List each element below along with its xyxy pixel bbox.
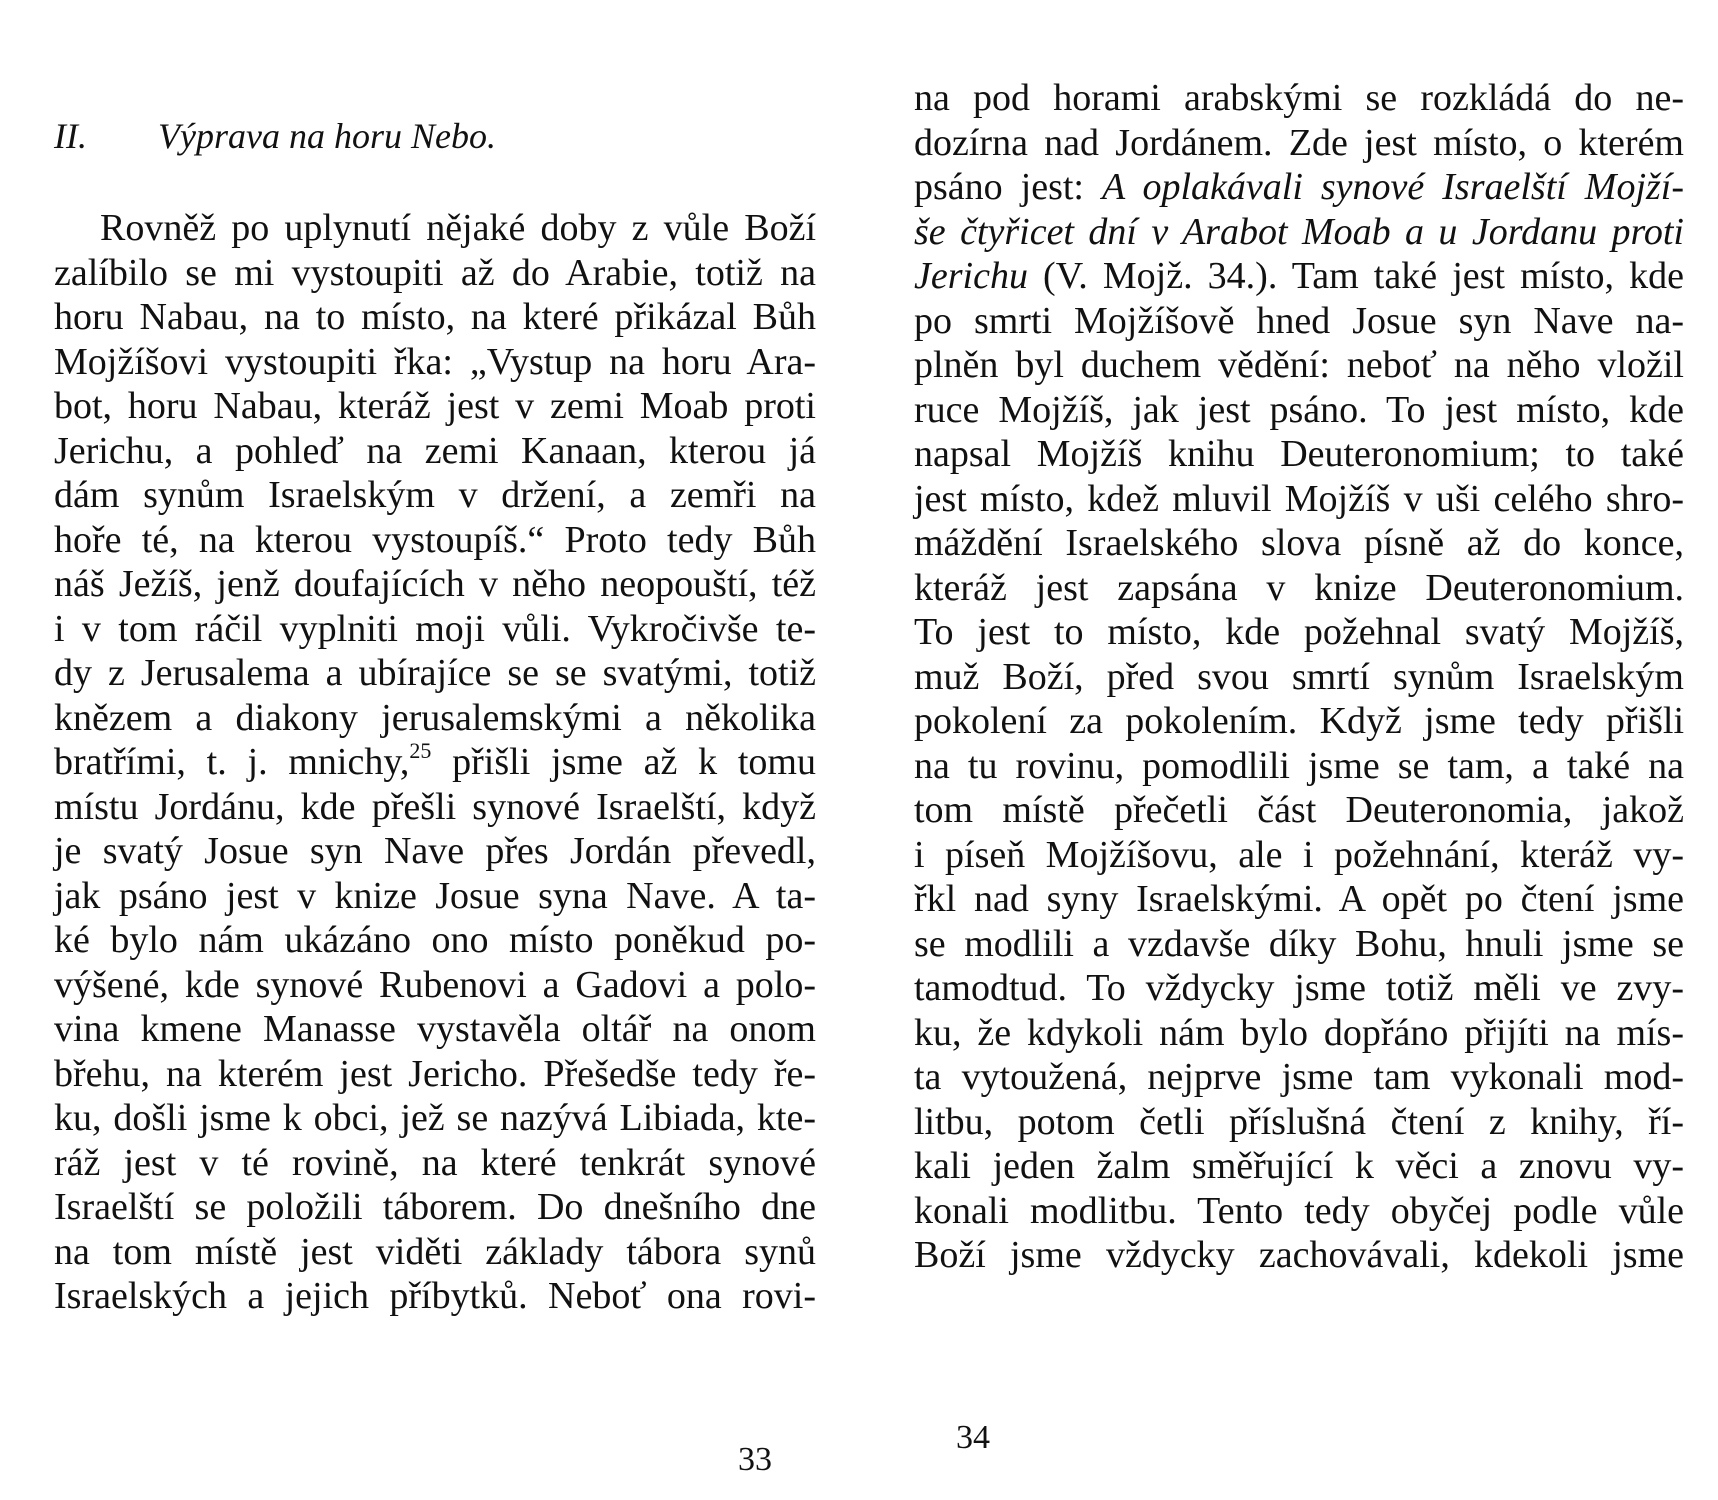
section-number: II.: [54, 116, 87, 156]
text-line: napsal Mojžíš knihu Deuteronomium; to také: [914, 433, 1684, 475]
text-line: řkl nad syny Israelskými. A opět po čtení jsme: [914, 878, 1684, 920]
text-line: plněn byl duchem vědění: neboť na něho vložil: [914, 344, 1684, 386]
text-line: máždění Israelského slova písně až do konce,: [914, 522, 1684, 564]
text-line: Israelských a jejich příbytků. Neboť ona rovi-: [54, 1275, 816, 1317]
text-line: dozírna nad Jordánem. Zde jest místo, o kterém: [914, 121, 1684, 164]
text-line: hoře té, na kterou vystoupíš.“ Proto tedy Bůh: [54, 518, 816, 561]
text-line: horu Nabau, na to místo, na které přikázal Bůh: [54, 296, 816, 338]
text-line: muž Boží, před svou smrtí synům Israelským: [914, 655, 1684, 698]
text-line: litbu, potom četli příslušná čtení z knihy, ří-: [914, 1100, 1684, 1143]
left-page-body: [54, 206, 816, 1319]
text-line: na pod horami arabskými se rozkládá do ne-: [914, 77, 1684, 119]
text-segment: psáno jest:: [914, 166, 1102, 208]
text-line: jak psáno jest v knize Josue syna Nave. A ta-: [54, 874, 816, 917]
text-segment: (V. Mojž. 34.). Tam také jest místo, kde: [1027, 255, 1684, 297]
text-line: tom místě přečetli část Deuteronomia, jakož: [914, 789, 1684, 831]
text-line: [914, 165, 1684, 210]
text-line: výšené, kde synové Rubenovi a Gadovi a polo-: [54, 963, 816, 1006]
text-line: Rovněž po uplynutí nějaké doby z vůle Boží: [100, 207, 816, 249]
text-line: To jest to místo, kde požehnal svatý Mojžíš,: [914, 611, 1684, 653]
text-line: [914, 254, 1684, 299]
text-line: [54, 740, 816, 785]
text-line: pokolení za pokolením. Když jsme tedy přišli: [914, 700, 1684, 742]
text-line: ta vytoužená, nejprve jsme tam vykonali mod-: [914, 1056, 1684, 1098]
footnote-marker[interactable]: 25: [409, 738, 432, 763]
text-line: Israelští se položili táborem. Do dnešního dne: [54, 1186, 816, 1228]
text-line: kteráž jest zapsána v knize Deuteronomium.: [914, 566, 1684, 609]
text-line: ruce Mojžíš, jak jest psáno. To jest místo, kde: [914, 388, 1684, 431]
bible-quote: Jerichu: [914, 255, 1028, 297]
text-line: tamodtud. To vždycky jsme totiž měli ve zvy-: [914, 967, 1684, 1009]
text-line: Boží jsme vždycky zachovávali, kdekoli jsme: [914, 1234, 1684, 1276]
text-line: knězem a diakony jerusalemskými a několika: [54, 696, 816, 739]
text-segment: přišli jsme až k tomu: [431, 741, 816, 783]
text-line: ku, došli jsme k obci, jež se nazývá Libiada, kte-: [54, 1097, 816, 1139]
page-number: 34: [956, 1419, 990, 1456]
text-line: i píseň Mojžíšovu, ale i požehnání, kteráž vy-: [914, 833, 1684, 876]
text-line: se modlili a vzdavše díky Bohu, hnuli jsme se: [914, 922, 1684, 965]
text-segment: bratřími, t. j. mnichy,: [54, 741, 410, 783]
text-line: jest místo, kdež mluvil Mojžíš v uši celého shro-: [914, 477, 1684, 520]
text-line: místu Jordánu, kde přešli synové Israelští, když: [54, 785, 816, 828]
text-line: na tu rovinu, pomodlili jsme se tam, a také na: [914, 744, 1684, 787]
text-line: ráž jest v té rovině, na které tenkrát synové: [54, 1141, 816, 1184]
text-line: kali jeden žalm směřující k věci a znovu vy-: [914, 1145, 1684, 1187]
bible-quote: A oplakávali synové Israelští Mojží-: [1101, 166, 1685, 208]
right-page-body: [914, 76, 1684, 1278]
page-number: 33: [738, 1441, 772, 1478]
text-line: náš Ježíš, jenž doufajících v něho neopouští, též: [54, 563, 816, 605]
text-line: dám synům Israelským v držení, a zemři na: [54, 474, 816, 516]
text-line: zalíbilo se mi vystoupiti až do Arabie, totiž na: [54, 251, 816, 294]
text-line: ku, že kdykoli nám bylo dopřáno přijíti na mís-: [914, 1011, 1684, 1054]
bible-quote: še čtyřicet dní v Arabot Moab a u Jordanu proti: [914, 210, 1684, 253]
text-line: Jerichu, a pohleď na zemi Kanaan, kterou já: [54, 429, 816, 472]
text-line: břehu, na kterém jest Jericho. Přešedše tedy ře-: [54, 1052, 816, 1095]
text-line: bot, horu Nabau, kteráž jest v zemi Moab proti: [54, 385, 816, 427]
text-line: Mojžíšovi vystoupiti řka: „Vystup na horu Ara-: [54, 340, 816, 383]
section-title: Výprava na horu Nebo.: [158, 116, 496, 156]
text-line: ké bylo nám ukázáno ono místo poněkud po-: [54, 919, 816, 961]
text-line: po smrti Mojžíšově hned Josue syn Nave na-: [914, 299, 1684, 342]
text-line: konali modlitbu. Tento tedy obyčej podle vůle: [914, 1189, 1684, 1232]
text-line: je svatý Josue syn Nave přes Jordán převedl,: [54, 830, 816, 872]
text-line: dy z Jerusalema a ubírajíce se se svatými, totiž: [54, 652, 816, 694]
text-line: i v tom ráčil vyplniti moji vůli. Vykročivše te-: [54, 607, 816, 650]
text-line: [914, 210, 1684, 255]
section-heading: [54, 112, 754, 160]
text-line: vina kmene Manasse vystavěla oltář na onom: [54, 1008, 816, 1050]
text-line: na tom místě jest viděti základy tábora synů: [54, 1230, 816, 1273]
